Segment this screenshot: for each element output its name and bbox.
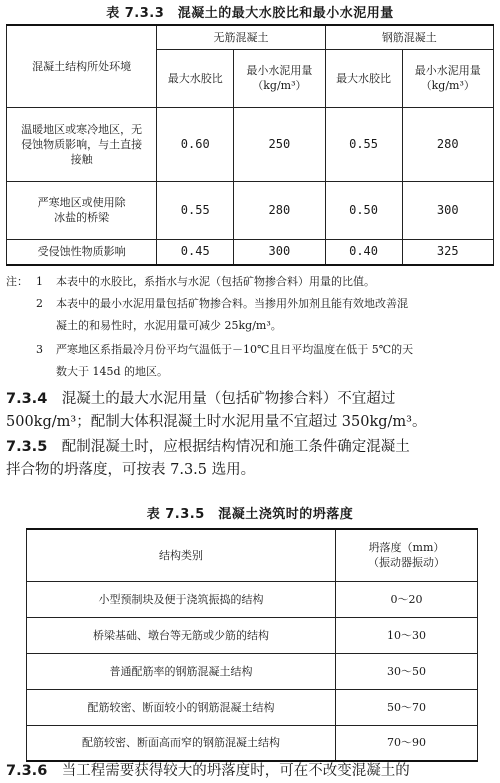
cell-environment: 受侵蚀性物质影响 (7, 239, 157, 265)
header-max-wb-reinforced: 最大水胶比 (325, 49, 402, 107)
table-row (27, 689, 478, 725)
cell-slump: 0～20 (336, 581, 478, 617)
header-min-cement-plain (234, 49, 325, 107)
cell-max-wb: 0.45 (157, 239, 234, 265)
clause-7-3-6 (6, 760, 496, 783)
header-min-cement-label: 最小水泥用量 (246, 64, 313, 77)
cell-slump: 70～90 (336, 725, 478, 761)
cell-structure-type: 配筋较密、断面较小的钢筋混凝土结构 (27, 689, 336, 725)
note-2-text-line2: 凝土的和易性时，水泥用量可减少 25kg/m³。 (56, 319, 282, 332)
header-environment: 混凝土结构所处环境 (7, 25, 157, 107)
cell-min-cement: 300 (402, 181, 494, 239)
cell-slump: 30～50 (336, 653, 478, 689)
note-3-text-line1: 严寒地区系指最冷月份平均气温低于－10℃且日平均温度在低于 5℃的天 (56, 343, 414, 356)
header-min-cement-label: 最小水泥用量 (414, 64, 481, 77)
header-plain-concrete: 无筋混凝土 (157, 25, 325, 49)
header-min-cement-reinforced (402, 49, 494, 107)
table-row (27, 581, 478, 617)
cell-max-wb: 0.55 (157, 181, 234, 239)
note-1-number: 1 (36, 275, 43, 288)
clause-text-line2: 500kg/m³；配制大体积混凝土时水泥用量不宜超过 350kg/m³。 (6, 414, 427, 430)
table-row (7, 107, 494, 181)
cell-slump: 50～70 (336, 689, 478, 725)
header-min-cement-unit: （kg/m³） (252, 79, 307, 92)
note-3-text-line2: 数大于 145d 的地区。 (56, 365, 169, 378)
clause-text-line1: 当工程需要获得较大的坍落度时，可在不改变混凝土的 (61, 763, 410, 779)
cell-max-wb: 0.40 (325, 239, 402, 265)
clause-text-line2: 拌合物的坍落度，可按表 7.3.5 选用。 (6, 462, 256, 478)
notes-label: 注： (6, 275, 28, 288)
clause-7-3-5 (6, 436, 496, 482)
note-1-text: 本表中的水胶比，系指水与水泥（包括矿物掺合料）用量的比值。 (56, 275, 375, 288)
table-row (7, 239, 494, 265)
clause-7-3-4 (6, 388, 496, 434)
table-7-3-5 (26, 528, 478, 762)
table-7-3-3-caption: 表 7.3.3 混凝土的最大水胶比和最小水泥用量 (106, 6, 394, 21)
cell-structure-type: 桥梁基础、墩台等无筋或少筋的结构 (27, 617, 336, 653)
clause-number: 7.3.6 (6, 763, 48, 779)
cell-structure-type: 小型预制块及便于浇筑振捣的结构 (27, 581, 336, 617)
header-slump (336, 529, 478, 581)
table-row (27, 617, 478, 653)
table-row (27, 725, 478, 761)
cell-min-cement: 280 (402, 107, 494, 181)
header-slump-sub: （振动器振动） (368, 556, 445, 570)
header-structure-type: 结构类别 (27, 529, 336, 581)
note-3-number: 3 (36, 343, 43, 356)
cell-structure-type: 配筋较密、断面高而窄的钢筋混凝土结构 (27, 725, 336, 761)
header-reinforced-concrete: 钢筋混凝土 (325, 25, 493, 49)
table-7-3-3 (6, 24, 494, 266)
cell-slump: 10～30 (336, 617, 478, 653)
note-2-number: 2 (36, 297, 43, 310)
table-row (27, 653, 478, 689)
clause-number: 7.3.4 (6, 391, 48, 407)
header-min-cement-unit: （kg/m³） (420, 79, 475, 92)
table-row (7, 181, 494, 239)
clause-text-line1: 配制混凝土时，应根据结构情况和施工条件确定混凝土 (61, 439, 410, 455)
note-2-text-line1: 本表中的最小水泥用量包括矿物掺合料。当掺用外加剂且能有效地改善混 (56, 297, 408, 310)
cell-max-wb: 0.60 (157, 107, 234, 181)
cell-min-cement: 280 (234, 181, 325, 239)
clause-number: 7.3.5 (6, 439, 48, 455)
cell-min-cement: 300 (234, 239, 325, 265)
table-7-3-5-caption: 表 7.3.5 混凝土浇筑时的坍落度 (146, 507, 354, 522)
cell-min-cement: 250 (234, 107, 325, 181)
cell-structure-type: 普通配筋率的钢筋混凝土结构 (27, 653, 336, 689)
cell-environment: 温暖地区或寒冷地区，无侵蚀物质影响，与土直接接触 (7, 107, 157, 181)
cell-max-wb: 0.50 (325, 181, 402, 239)
cell-min-cement: 325 (402, 239, 494, 265)
cell-max-wb: 0.55 (325, 107, 402, 181)
cell-environment: 严寒地区或使用除冰盐的桥梁 (7, 181, 157, 239)
clause-text-line1: 混凝土的最大水泥用量（包括矿物掺合料）不宜超过 (61, 391, 396, 407)
header-slump-label: 坍落度（mm） (368, 541, 445, 555)
header-max-wb-plain: 最大水胶比 (157, 49, 234, 107)
